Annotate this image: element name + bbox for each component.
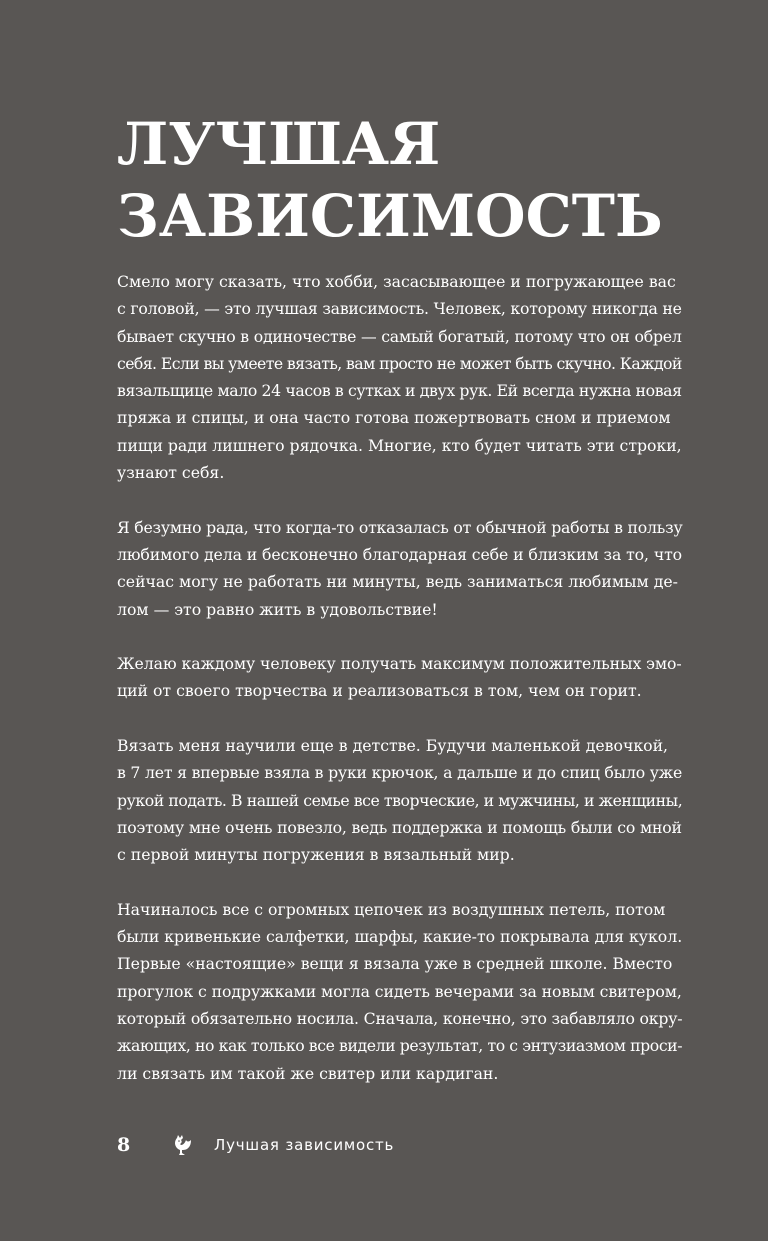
text-line: в 7 лет я впервые взяла в руки крючок, а дальше и до спиц было уже bbox=[117, 763, 683, 783]
text-line: ций от своего творчества и реализоваться в том, чем он горит. bbox=[117, 681, 642, 701]
text-line: жающих, но как только все видели результат, то с энтузиазмом проси- bbox=[117, 1036, 683, 1056]
chapter-title-line-2: ЗАВИСИМОСТЬ bbox=[117, 182, 663, 250]
text-line: который обязательно носила. Сначала, конечно, это забавляло окру- bbox=[117, 1009, 683, 1029]
text-line: Смело могу сказать, что хобби, засасывающее и погружающее вас bbox=[117, 272, 676, 291]
text-line: Я безумно рада, что когда-то отказалась от обычной работы в пользу bbox=[117, 517, 683, 537]
text-line: сейчас могу не работать ни минуты, ведь заниматься любимым де- bbox=[117, 572, 678, 592]
paragraph bbox=[117, 732, 683, 868]
text-line: себя. Если вы умеете вязать, вам просто не может быть скучно. Каждой bbox=[117, 353, 682, 373]
text-line: ли связать им такой же свитер или кардиган. bbox=[117, 1063, 499, 1083]
chapter-title bbox=[117, 108, 663, 252]
text-line: любимого дела и бесконечно благодарная себе и близким за то, что bbox=[117, 544, 683, 564]
paragraph bbox=[117, 650, 682, 705]
paragraph bbox=[117, 896, 683, 1087]
running-title: Лучшая зависимость bbox=[214, 1136, 395, 1154]
paragraph bbox=[117, 514, 683, 623]
page-number: 8 bbox=[117, 1134, 131, 1156]
text-line: поэтому мне очень повезло, ведь поддержка и помощь были со мной bbox=[117, 817, 682, 837]
text-line: были кривенькие салфетки, шарфы, какие-то покрывала для кукол. bbox=[117, 927, 683, 947]
text-line: лом — это равно жить в удовольствие! bbox=[117, 599, 438, 619]
text-line: пищи ради лишнего рядочка. Многие, кто будет читать эти строки, bbox=[117, 435, 682, 455]
paragraph bbox=[117, 268, 682, 486]
text-line: вязальщице мало 24 часов в сутках и двух рук. Ей всегда нужна новая bbox=[117, 381, 682, 401]
text-line: рукой подать. В нашей семье все творческие, и мужчины, и женщины, bbox=[117, 790, 683, 810]
page-footer bbox=[117, 1130, 394, 1160]
body-text bbox=[117, 268, 683, 1114]
text-line: Желаю каждому человеку получать максимум положительных эмо- bbox=[117, 654, 682, 674]
chapter-title-line-1: ЛУЧШАЯ bbox=[117, 110, 441, 178]
text-line: Первые «настоящие» вещи я вязала уже в средней школе. Вместо bbox=[117, 954, 673, 974]
text-line: пряжа и спицы, и она часто готова пожертвовать сном и приемом bbox=[117, 408, 671, 428]
text-line: с первой минуты погружения в вязальный мир. bbox=[117, 845, 515, 865]
text-line: с головой, — это лучшая зависимость. Человек, которому никогда не bbox=[117, 299, 682, 319]
text-line: узнают себя. bbox=[117, 463, 225, 483]
text-line: Вязать меня научили еще в детстве. Будучи маленькой девочкой, bbox=[117, 736, 669, 756]
text-line: Начиналось все с огромных цепочек из воздушных петель, потом bbox=[117, 899, 666, 919]
text-line: прогулок с подружками могла сидеть вечерами за новым свитером, bbox=[117, 981, 682, 1001]
rooster-icon bbox=[172, 1133, 194, 1157]
text-line: бывает скучно в одиночестве — самый богатый, потому что он обрел bbox=[117, 326, 682, 346]
